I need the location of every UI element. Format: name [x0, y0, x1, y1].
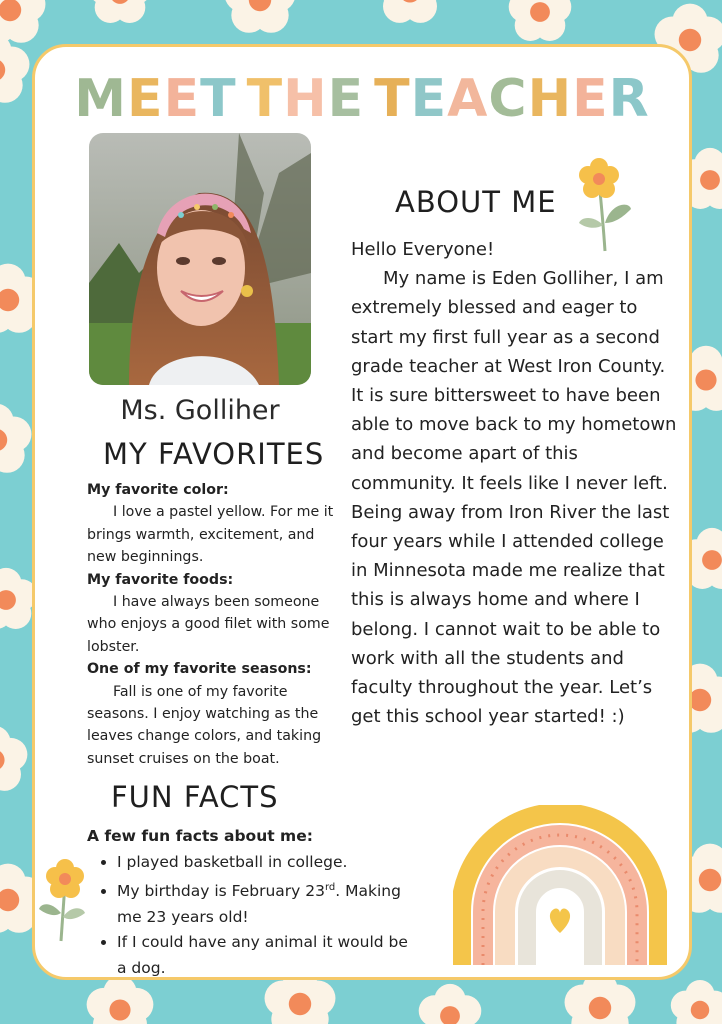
fun-facts-section: [87, 824, 412, 980]
favorite-season-text: Fall is one of my favorite seasons. I enjoy watching as the leaves change colors, and taking sunset cruises on the boat.: [87, 683, 322, 767]
favorite-foods-text: I have always been someone who enjoys a good filet with some lobster.: [87, 594, 330, 655]
title-letter: T: [200, 69, 237, 129]
background-flower: [89, 0, 152, 23]
fun-facts-intro: A few fun facts about me:: [87, 827, 313, 845]
favorites-heading: MY FAVORITES: [103, 437, 325, 471]
title-letter: M: [74, 69, 128, 129]
about-heading: ABOUT ME: [395, 185, 557, 219]
background-flower: [87, 976, 154, 1024]
flower-stem-icon: [571, 151, 631, 255]
about-greeting: Hello Everyone!: [351, 239, 495, 260]
fun-fact-item: [117, 875, 412, 930]
title-letter: C: [488, 69, 528, 129]
favorite-season-label: One of my favorite seasons:: [87, 661, 312, 678]
teacher-name: Ms. Golliher: [120, 395, 280, 426]
title-letter: E: [572, 69, 609, 129]
rainbow-icon: [453, 805, 667, 965]
page-title: [35, 69, 689, 129]
title-letter: A: [447, 69, 489, 129]
title-letter: E: [127, 69, 164, 129]
fun-facts-heading: FUN FACTS: [111, 780, 279, 814]
title-letter: [237, 73, 247, 125]
title-letter: H: [283, 69, 328, 129]
favorites-section: [87, 479, 343, 770]
fun-facts-list: [87, 850, 412, 981]
fun-fact-birthday-pre: My birthday is February 23: [117, 882, 325, 901]
background-flower: [0, 404, 31, 473]
title-letter: T: [246, 69, 284, 129]
background-flower: [225, 0, 296, 33]
title-letter: E: [327, 69, 365, 129]
background-flower: [0, 726, 27, 791]
fun-fact-item: • I played basketball in college.: [117, 850, 412, 876]
background-flower: [377, 0, 444, 23]
teacher-photo: [89, 133, 311, 385]
title-letter: R: [608, 69, 650, 129]
flower-stem-icon: [39, 853, 89, 943]
title-letter: E: [410, 69, 448, 129]
title-letter: T: [374, 69, 411, 129]
meet-the-teacher-card: [32, 44, 692, 980]
favorite-foods-label: My favorite foods:: [87, 571, 234, 588]
background-flower: [0, 34, 29, 103]
background-flower: [509, 0, 572, 41]
title-letter: [364, 73, 374, 125]
title-letter: H: [527, 69, 573, 129]
title-letter: E: [163, 69, 201, 129]
background-flower: [0, 0, 45, 43]
background-flower: [419, 984, 482, 1024]
fun-fact-birthday-post: . Making me 23 years old!: [117, 882, 401, 926]
about-body: My name is Eden Golliher, I am extremely blessed and eager to start my first full year as a second grade teacher at West Iron County. It is sure bittersweet to have been able to move back to my hometown and become apart of this community. It feels like I never left. Being away from Iron River the last four years while I attended college in Minnesota made me realize that this is always home and where I belong. I cannot wait to be able to work with all the students and faculty throughout the year. Let’s get this school year started! :): [351, 268, 677, 728]
background-flower: [671, 980, 722, 1024]
about-section: [351, 235, 683, 731]
favorite-color-text: I love a pastel yellow. For me it brings warmth, excitement, and new beginnings.: [87, 504, 334, 566]
fun-fact-birthday-sup: rd: [324, 882, 336, 893]
favorite-color-label: My favorite color:: [87, 482, 229, 498]
fun-fact-item: • If I could have any animal it would be a dog.: [117, 930, 412, 980]
